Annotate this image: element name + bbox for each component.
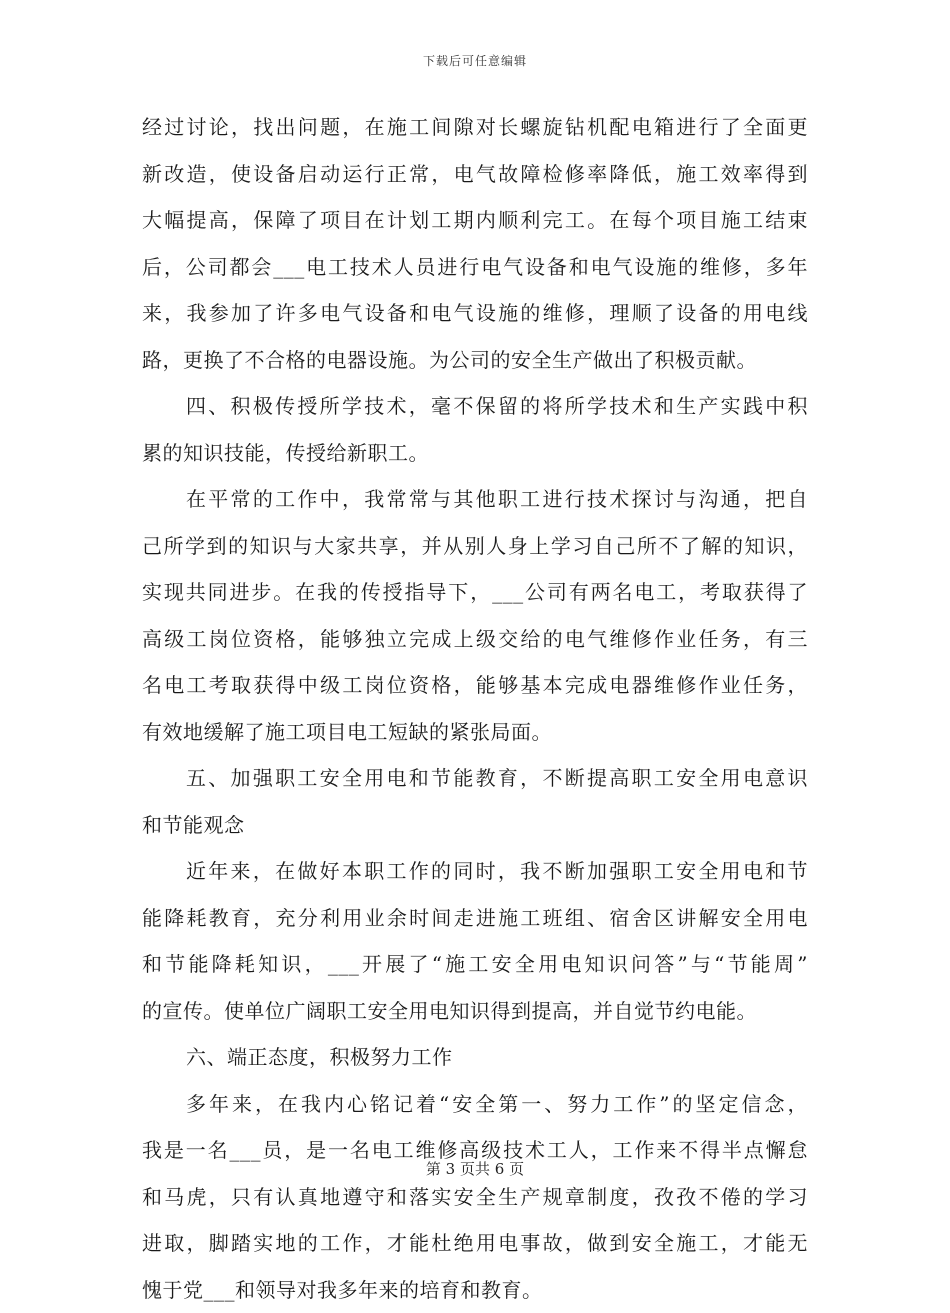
paragraph-line: 实现共同进步。在我的传授指导下，___公司有两名电工，考取获得了 [142,569,808,616]
paragraph-line: 的宣传。使单位广阔职工安全用电知识得到提高，并自觉节约电能。 [142,988,808,1035]
paragraph-line: 进取，脚踏实地的工作，才能杜绝用电事故，做到安全施工，才能无 [142,1220,808,1267]
paragraph-line: 和节能降耗知识，___开展了“施工安全用电知识问答”与“节能周” [142,941,808,988]
page-number-footer: 第 3 页共 6 页 [0,1158,950,1179]
paragraph-line: 大幅提高，保障了项目在计划工期内顺利完工。在每个项目施工结束 [142,197,808,244]
page-header: 下载后可任意编辑 [0,52,950,69]
section-heading-5-cont: 和节能观念 [142,802,808,849]
document-body [142,104,808,1313]
paragraph-line: 愧于党___和领导对我多年来的培育和教育。 [142,1267,808,1313]
paragraph-line: 有效地缓解了施工项目电工短缺的紧张局面。 [142,709,808,756]
paragraph-line: 己所学到的知识与大家共享，并从别人身上学习自己所不了解的知识， [142,523,808,570]
paragraph-line: 经过讨论，找出问题，在施工间隙对长螺旋钻机配电箱进行了全面更 [142,104,808,151]
paragraph-line: 在平常的工作中，我常常与其他职工进行技术探讨与沟通，把自 [142,476,808,523]
paragraph-line: 后，公司都会___电工技术人员进行电气设备和电气设施的维修，多年 [142,244,808,291]
section-heading-4: 四、积极传授所学技术，毫不保留的将所学技术和生产实践中积 [142,383,808,430]
paragraph-line: 新改造，使设备启动运行正常，电气故障检修率降低，施工效率得到 [142,151,808,198]
paragraph-line: 路，更换了不合格的电器设施。为公司的安全生产做出了积极贡献。 [142,337,808,384]
paragraph-line: 来，我参加了许多电气设备和电气设施的维修，理顺了设备的用电线 [142,290,808,337]
paragraph-line: 我是一名___员，是一名电工维修高级技术工人，工作来不得半点懈怠 [142,1127,808,1174]
paragraph-line: 能降耗教育，充分利用业余时间走进施工班组、宿舍区讲解安全用电 [142,895,808,942]
paragraph-line: 近年来，在做好本职工作的同时，我不断加强职工安全用电和节 [142,848,808,895]
paragraph-line: 名电工考取获得中级工岗位资格，能够基本完成电器维修作业任务， [142,662,808,709]
paragraph-line: 和马虎，只有认真地遵守和落实安全生产规章制度，孜孜不倦的学习 [142,1174,808,1221]
section-heading-5: 五、加强职工安全用电和节能教育，不断提高职工安全用电意识 [142,755,808,802]
section-heading-4-cont: 累的知识技能，传授给新职工。 [142,430,808,477]
paragraph-line: 高级工岗位资格，能够独立完成上级交给的电气维修作业任务，有三 [142,616,808,663]
section-heading-6: 六、端正态度，积极努力工作 [142,1034,808,1081]
paragraph-line: 多年来，在我内心铭记着“安全第一、努力工作”的坚定信念， [142,1081,808,1128]
